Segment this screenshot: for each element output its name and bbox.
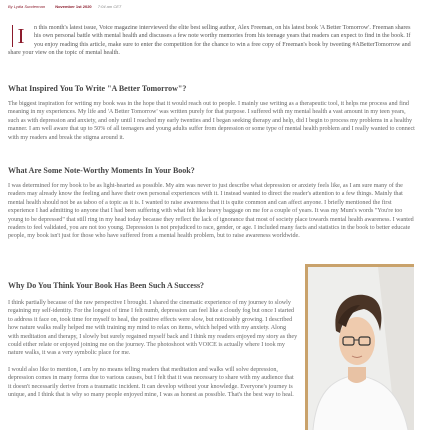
author-link[interactable]: By Lydia Sunderman xyxy=(8,4,46,9)
section-body: I was determined for my book to be as light-hearted as possible. My aim was never to just describe what depression or anxiety feels like, as I am sure many of the readers may already know the feeling and have their own personal experiences with it. I instead wanted to direct the reader's attention to a few things. Mainly that mental health should not be as taboo of a topic as it is. I wanted to raise awareness that it is quite common and can affect anyone. I briefly mentioned the first experience I had admitting to anyone that I had been suffering with what felt like heavy baggage on me for a couple of years. It was my Mum's words "You're too young to be depressed" that still ring in my head today because they reflect the lack of ignorance that most of society place towards mental health awareness. I wanted readers to feel validated, you are not too young. Depression is not prejudiced to race, gender, or age. I included many facts and statistics in the book to better educate people, my book isn't just for those who have suffered from a mental health problem, but to raise awareness worldwide. xyxy=(8,183,414,240)
section-success xyxy=(8,281,298,399)
article-meta xyxy=(8,4,121,10)
section-body: I think partially because of the raw perspective I brought. I shared the cinematic experience of my journey to slowly regaining my self-identity. For the longest of time I felt numb, depression can feel like a cloudy fog but once I started to address it face on, took time for myself to heal, the positive effects were slow, but noticeably growing. I described how nature walks really helped me with training my mind to relax on items, which helped with my anxiety. Along with meditation and therapy, I slowly but surely regained myself back and I think my readers enjoyed my story as they could either relate or enjoyed joining me on the journey. The photoshoot with VOICE is actually where I took my nature walks, it was a very symbolic place for me. xyxy=(8,300,298,357)
author-photo xyxy=(305,264,414,430)
section-heading: Why Do You Think Your Book Has Been Such A Success? xyxy=(8,281,205,290)
section-heading: What Are Some Note-Worthy Moments In Your Book? xyxy=(8,166,195,175)
author-portrait-image xyxy=(308,267,414,430)
section-inspiration xyxy=(8,84,418,142)
section-body-continued: I would also like to mention, I am by no means telling readers that meditation and walks will solve depression, depression comes in many forms due to various causes, but I felt that it was necessary to share with my audience that it doesn't necessarily derive from a traumatic incident. It can develop without your knowledge. Everyone's journey is unique, and I think that is why so many people enjoyed mine, I was as honest as possible. That's the best way to heal. xyxy=(8,366,294,399)
publish-time: 7:04 am CET xyxy=(97,4,122,9)
section-body: The biggest inspiration for writing my book was in the hope that it would reach out to people. I mainly use writing as a therapeutic tool, it helps me process and find meaning in my experiences. My life and 'A Better Tomorrow' was written purely for that purpose. I suffered with my mental health a vast amount in my teen years, such as with depression and anxiety, and only until I reached my early twenties and I began seeking therapy and help, did I begin to process my problems in a healthy manner. I am well aware that up to 50% of all teenagers and young adults suffer from depression or some type of mental health problem and I really wanted to connect with my readers and break the stigma around it. xyxy=(8,101,415,141)
section-moments xyxy=(8,166,418,241)
intro-text: n this month's latest issue, Voice magazine interviewed the elite best selling author, Alex Freeman, on his latest book 'A Better Tomorrow'. Freeman shares his own personal battle with mental health and discusses a few note worthy memories from his teenage years that readers can expect to find in the book. If you enjoy reading this article, make sure to enter the competition for the chance to win a free copy of Freeman's book by tweeting #ABetterTomorrow and share your view on the topic of mental health. xyxy=(8,25,411,57)
publish-date: November 1st 2020 xyxy=(55,4,92,9)
section-heading: What Inspired You To Write "A Better Tomorrow"? xyxy=(8,84,187,93)
drop-cap: I xyxy=(12,25,29,47)
intro-paragraph xyxy=(8,24,418,58)
